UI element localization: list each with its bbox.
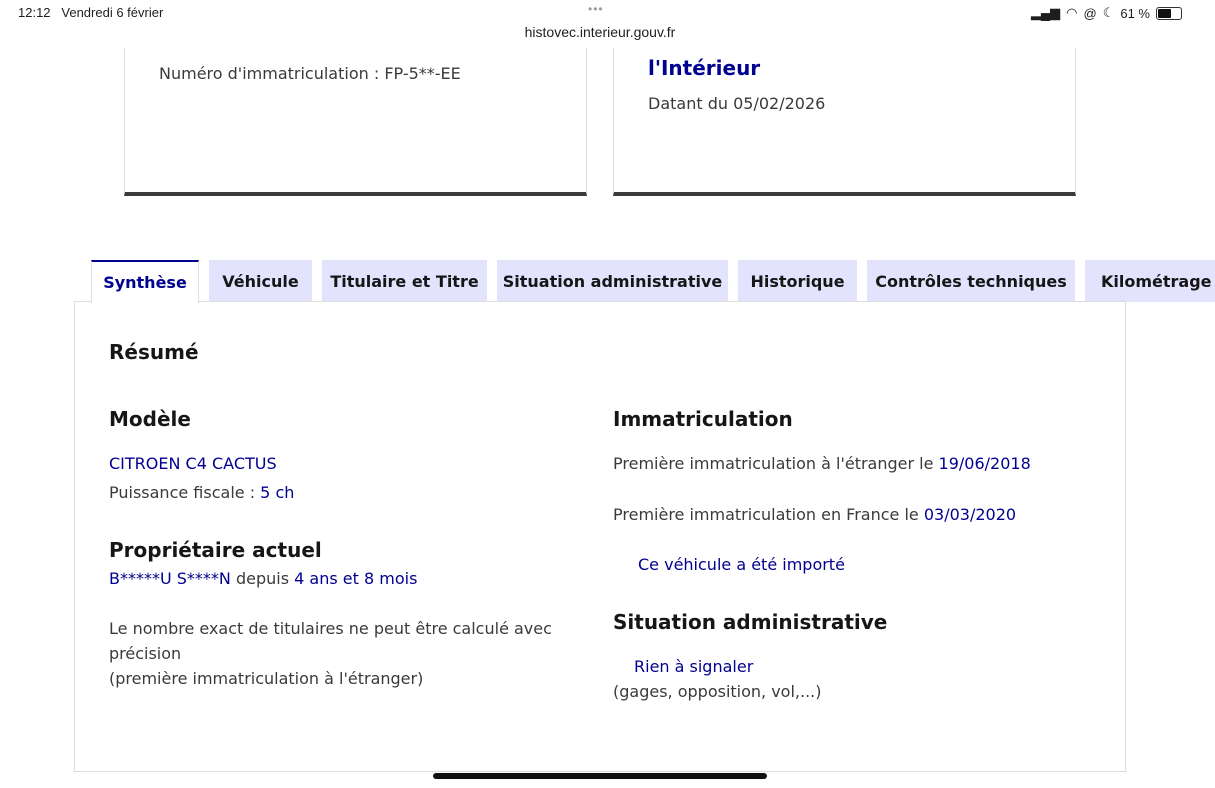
admin-heading: Situation administrative <box>613 610 888 634</box>
source-card <box>613 48 1076 196</box>
address-bar[interactable]: histovec.interieur.gouv.fr <box>524 24 676 40</box>
model-value: CITROEN C4 CACTUS <box>109 454 277 473</box>
battery-percent: 61 % <box>1120 5 1150 21</box>
home-indicator[interactable] <box>433 773 767 779</box>
signal-icon: ▂▄▆ <box>1030 5 1061 20</box>
owner-info: B*****U S****N depuis 4 ans et 8 mois <box>109 569 418 588</box>
fiscal-power: Puissance fiscale : 5 ch <box>109 483 295 502</box>
owner-heading: Propriétaire actuel <box>109 538 322 562</box>
admin-note: (gages, opposition, vol,...) <box>613 682 822 701</box>
source-title: l'Intérieur <box>648 56 761 80</box>
wifi-icon: ◠ <box>1066 5 1078 20</box>
tab-kilometrage[interactable]: Kilométrage <box>1085 260 1215 302</box>
at-icon: @ <box>1083 5 1097 21</box>
first-france-registration: Première immatriculation en France le 03/03/2020 <box>613 505 1017 524</box>
tab-synthese[interactable]: Synthèse <box>91 260 199 303</box>
synthese-panel <box>74 301 1126 772</box>
tab-vehicule[interactable]: Véhicule <box>209 260 312 302</box>
owners-note: Le nombre exact de titulaires ne peut être calculé avec précision (première immatriculation à l'étranger) <box>109 619 552 688</box>
admin-status: Rien à signaler <box>634 657 754 676</box>
status-time: 12:12 Vendredi 6 février <box>18 5 164 20</box>
imported-notice: Ce véhicule a été importé <box>638 555 845 574</box>
tab-controles[interactable]: Contrôles techniques <box>867 260 1075 302</box>
tab-bar <box>91 260 1212 302</box>
battery-icon <box>1156 7 1182 20</box>
tab-historique[interactable]: Historique <box>738 260 857 302</box>
model-heading: Modèle <box>109 407 191 431</box>
more-dots-icon[interactable]: ••• <box>588 2 604 16</box>
registration-number: Numéro d'immatriculation : FP-5**-EE <box>159 64 461 83</box>
summary-title: Résumé <box>109 340 199 364</box>
moon-icon: ☾ <box>1102 5 1115 20</box>
tab-situation[interactable]: Situation administrative <box>497 260 728 302</box>
registration-card <box>124 48 587 196</box>
tab-titulaire[interactable]: Titulaire et Titre <box>322 260 487 302</box>
first-foreign-registration: Première immatriculation à l'étranger le 19/06/2018 <box>613 454 1031 473</box>
registration-heading: Immatriculation <box>613 407 793 431</box>
status-bar <box>0 0 1200 50</box>
source-date: Datant du 05/02/2026 <box>648 94 826 113</box>
